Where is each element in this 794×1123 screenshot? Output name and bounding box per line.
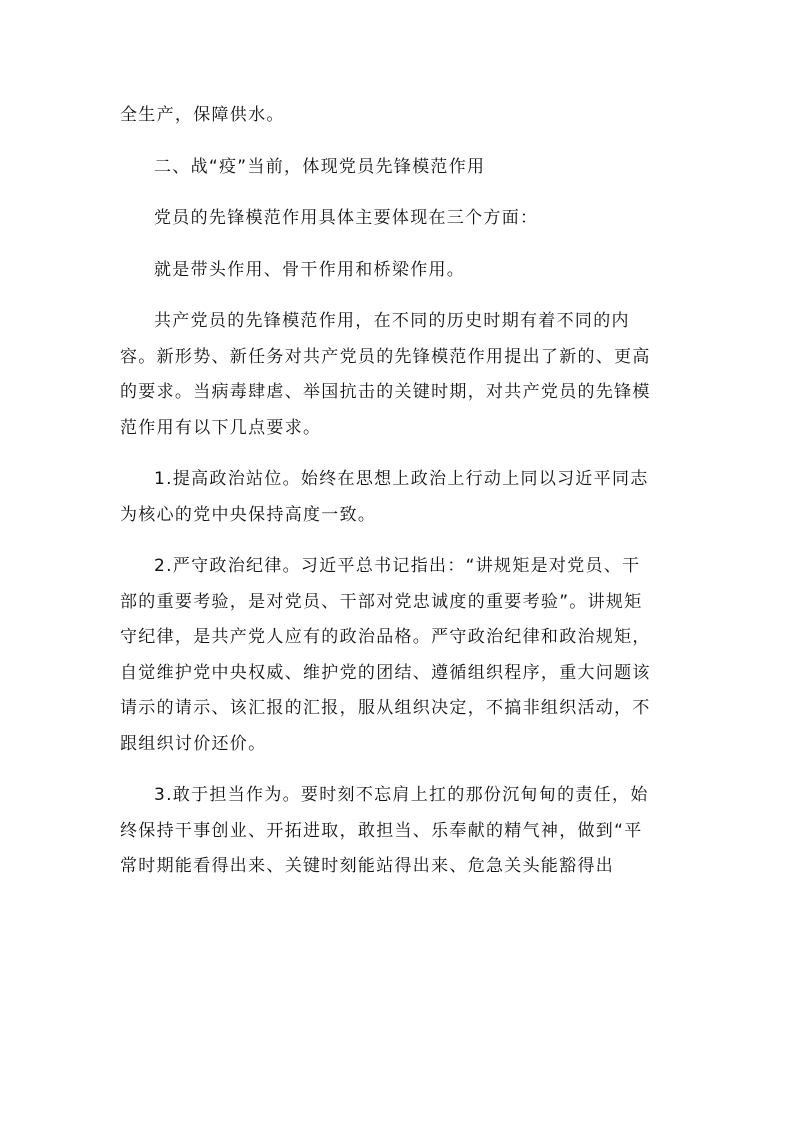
text-line: 就是带头作用、骨干作用和桥梁作用。 (154, 259, 466, 280)
text-line: 容。新形势、新任务对共产党员的先锋模范作用提出了新的、更高 (120, 346, 651, 367)
numbered-paragraph-2 (120, 549, 680, 762)
text-line: 共产党员的先锋模范作用，在不同的历史时期有着不同的内 (154, 311, 630, 331)
text-line: 跟组织讨价还价。 (120, 733, 267, 754)
text-line: 2.严守政治纪律。习近平总书记指出：“讲规矩是对党员、干 (154, 556, 641, 576)
text-line: 党员的先锋模范作用具体主要体现在三个方面： (154, 208, 539, 228)
text-line: 常时期能看得出来、关键时刻能站得出来、危急关头能豁得出 (120, 856, 615, 876)
text-line: 的要求。当病毒肆虐、举国抗击的关键时期，对共产党员的先锋模 (120, 382, 651, 402)
document-body (120, 98, 680, 885)
section-heading (120, 150, 680, 186)
paragraph (120, 304, 680, 446)
text-line: 全生产，保障供水。 (120, 105, 285, 125)
text-line: 守纪律，是共产党人应有的政治品格。严守政治纪律和政治规矩， (120, 627, 651, 647)
text-line: 自觉维护党中央权威、维护党的团结、遵循组织程序，重大问题该 (120, 662, 651, 683)
text-line: 二、战“疫”当前，体现党员先锋模范作用 (154, 156, 486, 177)
text-line: 1.提高政治站位。始终在思想上政治上行动上同以习近平同志 (154, 469, 649, 489)
text-line: 为核心的党中央保持高度一致。 (120, 504, 377, 525)
text-line: 范作用有以下几点要求。 (120, 417, 322, 438)
paragraph (120, 253, 680, 289)
paragraph (120, 201, 680, 237)
numbered-paragraph-1 (120, 462, 680, 533)
text-line: 部的重要考验，是对党员、干部对党忠诚度的重要考验”。讲规矩 (120, 591, 643, 612)
text-line: 终保持干事创业、开拓进取，敢担当、乐奉献的精气神，做到“平 (120, 820, 643, 841)
paragraph-continuation (120, 98, 680, 134)
numbered-paragraph-3 (120, 778, 680, 885)
text-line: 3.敢于担当作为。要时刻不忘肩上扛的那份沉甸甸的责任，始 (154, 785, 649, 805)
text-line: 请示的请示、该汇报的汇报，服从组织决定，不搞非组织活动，不 (120, 698, 651, 718)
